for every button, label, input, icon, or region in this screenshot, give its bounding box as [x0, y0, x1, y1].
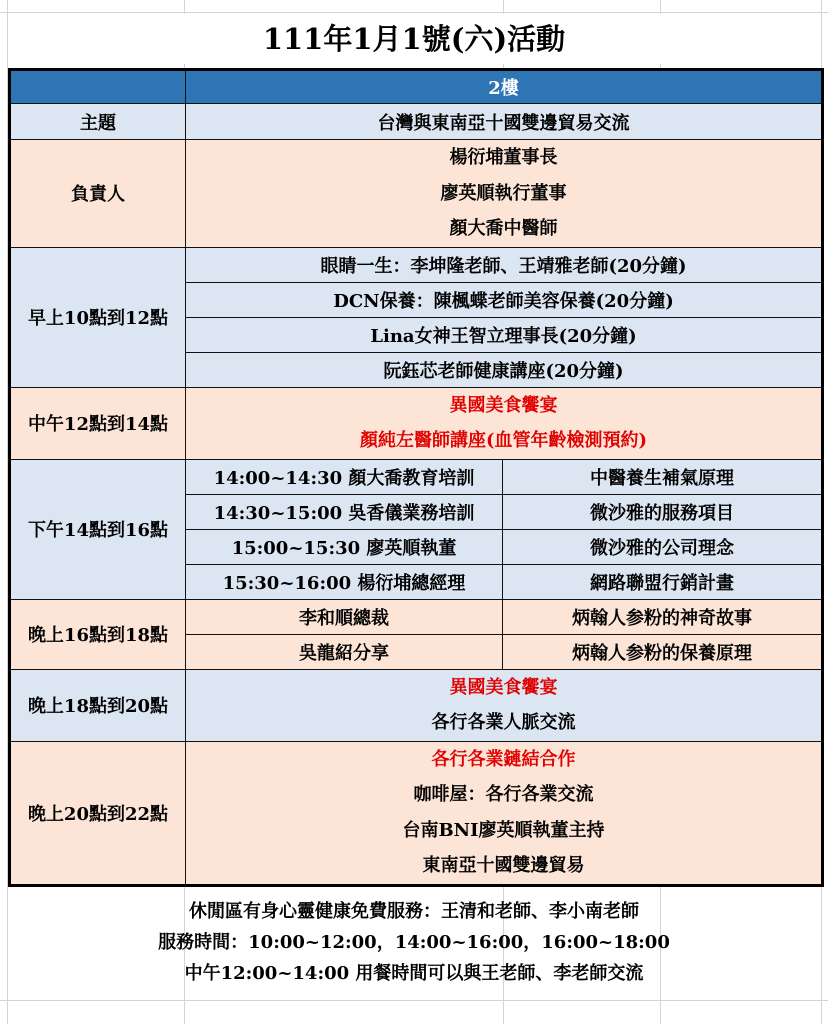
floor-header: 2樓	[186, 70, 823, 104]
responsible-person: 楊衍埔董事長	[449, 147, 558, 168]
schedule-table	[8, 68, 824, 887]
evening3-line: 台南BNI廖英順執董主持	[402, 819, 605, 841]
evening2-line: 各行各業人脈交流	[431, 712, 576, 733]
afternoon-session: 15:00~15:30 廖英順執董	[186, 529, 503, 564]
evening1-speaker: 吳龍紹分享	[186, 634, 503, 669]
note-line: 休閒區有身心靈健康免費服務：王清和老師、李小南老師	[189, 901, 639, 922]
responsible-list	[186, 140, 823, 248]
afternoon-topic: 微沙雅的服務項目	[503, 494, 823, 529]
evening3-line: 咖啡屋：各行各業交流	[413, 784, 594, 805]
theme-label: 主題	[10, 104, 186, 140]
evening3-row	[10, 741, 823, 885]
grid-line	[0, 1000, 828, 1001]
evening3-line-highlight: 各行各業鏈結合作	[431, 748, 576, 770]
footer-notes	[8, 896, 820, 989]
page-title: 111年1月1號(六)活動	[8, 14, 820, 64]
afternoon-topic: 網路聯盟行銷計畫	[503, 564, 823, 599]
note-line: 中午12:00~14:00 用餐時間可以與王老師、李老師交流	[184, 963, 644, 984]
evening1-label: 晚上16點到18點	[10, 599, 186, 669]
theme-value: 台灣與東南亞十國雙邊貿易交流	[186, 104, 823, 140]
afternoon-session: 14:30~15:00 吳香儀業務培訓	[186, 494, 503, 529]
morning-label: 早上10點到12點	[10, 247, 186, 387]
note-line: 服務時間：10:00~12:00，14:00~16:00，16:00~18:00	[158, 932, 670, 953]
morning-row	[10, 247, 823, 282]
noon-line-highlight: 顏純左醫師講座(血管年齡檢測預約)	[359, 430, 648, 451]
noon-line-highlight: 異國美食饗宴	[449, 394, 558, 416]
responsible-person: 廖英順執行董事	[440, 182, 567, 204]
noon-label: 中午12點到14點	[10, 387, 186, 459]
theme-row	[10, 104, 823, 140]
evening1-topic: 炳翰人参粉的神奇故事	[503, 599, 823, 634]
morning-item: DCN保養：陳楓蝶老師美容保養(20分鐘)	[186, 282, 823, 317]
evening1-topic: 炳翰人参粉的保養原理	[503, 634, 823, 669]
noon-row	[10, 387, 823, 459]
afternoon-topic: 微沙雅的公司理念	[503, 529, 823, 564]
afternoon-session: 14:00~14:30 顏大喬教育培訓	[186, 459, 503, 494]
evening3-content	[186, 741, 823, 885]
evening1-speaker: 李和順總裁	[186, 599, 503, 634]
evening2-row	[10, 669, 823, 741]
responsible-person: 顏大喬中醫師	[449, 218, 558, 239]
evening1-row	[10, 599, 823, 634]
morning-item: 阮鈺芯老師健康講座(20分鐘)	[186, 352, 823, 387]
evening3-line: 東南亞十國雙邊貿易	[422, 855, 585, 876]
responsible-label: 負責人	[10, 140, 186, 248]
afternoon-topic: 中醫養生補氣原理	[503, 459, 823, 494]
header-blank-cell	[10, 70, 186, 104]
table-header-row	[10, 70, 823, 104]
responsible-row	[10, 140, 823, 248]
afternoon-row	[10, 459, 823, 494]
evening2-content	[186, 669, 823, 741]
afternoon-session: 15:30~16:00 楊衍埔總經理	[186, 564, 503, 599]
morning-item: 眼睛一生：李坤隆老師、王靖雅老師(20分鐘)	[186, 247, 823, 282]
evening2-label: 晚上18點到20點	[10, 669, 186, 741]
morning-item: Lina女神王智立理事長(20分鐘)	[186, 317, 823, 352]
grid-line	[0, 12, 828, 13]
evening2-line-highlight: 異國美食饗宴	[449, 676, 558, 698]
noon-content	[186, 387, 823, 459]
afternoon-label: 下午14點到16點	[10, 459, 186, 599]
evening3-label: 晚上20點到22點	[10, 741, 186, 885]
